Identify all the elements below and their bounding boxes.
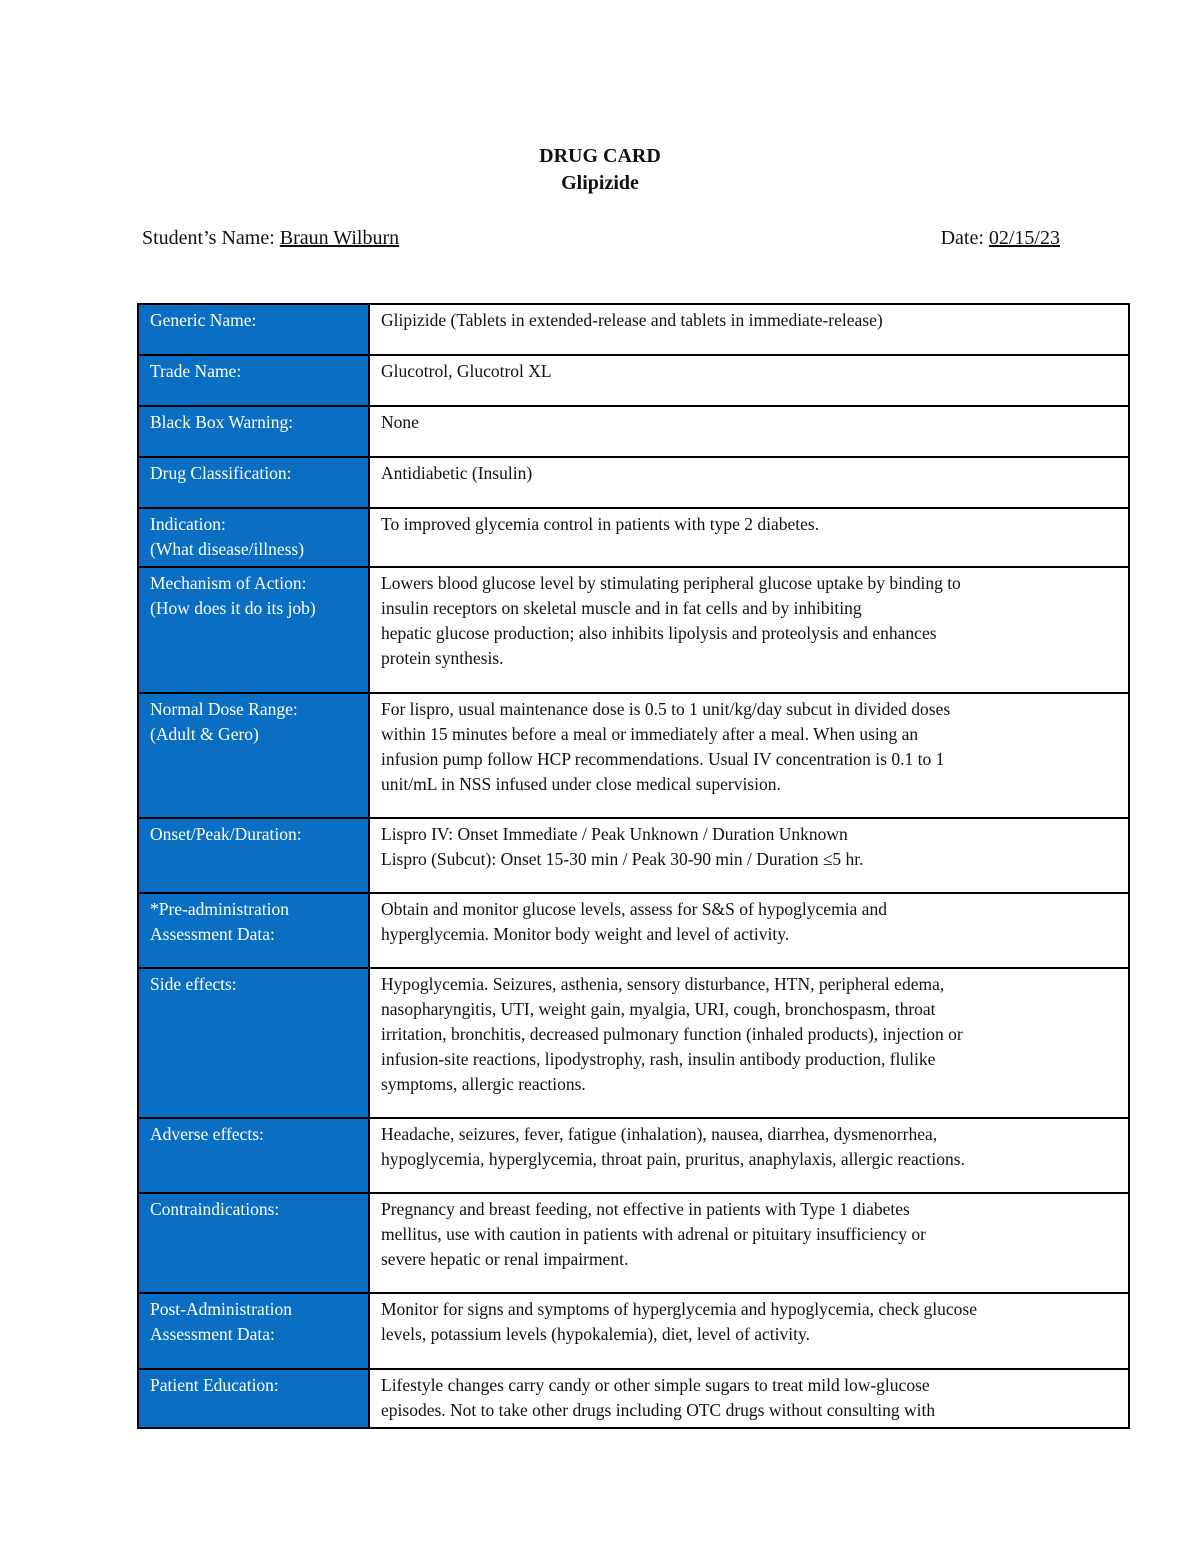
field-label-cell [138, 567, 369, 693]
field-value-cell [369, 893, 1129, 968]
field-value: nasopharyngitis, UTI, weight gain, myalgia, URI, cough, bronchospasm, throat [381, 999, 936, 1019]
field-label: (How does it do its job) [150, 598, 316, 618]
table-row [138, 1369, 1129, 1428]
student-name-value: Braun Wilburn [279, 227, 400, 249]
document-title: DRUG CARD [539, 145, 661, 167]
field-label: Side effects: [150, 974, 237, 994]
field-value: Glipizide (Tablets in extended-release and tablets in immediate-release) [381, 310, 883, 330]
field-label: Post-Administration [150, 1299, 292, 1319]
table-row [138, 818, 1129, 893]
field-label: Onset/Peak/Duration: [150, 824, 302, 844]
field-value: episodes. Not to take other drugs including OTC drugs without consulting with [381, 1400, 936, 1420]
field-value: Hypoglycemia. Seizures, asthenia, sensory disturbance, HTN, peripheral edema, [381, 974, 945, 994]
field-value: hepatic glucose production; also inhibits lipolysis and proteolysis and enhances [381, 623, 937, 643]
field-value: Lowers blood glucose level by stimulating peripheral glucose uptake by binding to [381, 573, 961, 593]
field-label-cell [138, 693, 369, 818]
field-value-cell [369, 1193, 1129, 1293]
field-label-cell [138, 406, 369, 457]
field-value: infusion-site reactions, lipodystrophy, rash, insulin antibody production, flulike [381, 1049, 936, 1069]
field-value: unit/mL in NSS infused under close medical supervision. [381, 774, 781, 794]
field-value: hyperglycemia. Monitor body weight and level of activity. [381, 924, 790, 944]
date-label: Date: [940, 227, 989, 249]
field-label: Normal Dose Range: [150, 699, 298, 719]
field-value-cell [369, 355, 1129, 406]
field-label-cell [138, 818, 369, 893]
field-label: (What disease/illness) [150, 539, 305, 559]
student-name-label: Student’s Name: [142, 227, 280, 249]
field-label: Indication: [150, 514, 226, 534]
student-name-block [142, 224, 399, 252]
field-value: Monitor for signs and symptoms of hyperglycemia and hypoglycemia, check glucose [381, 1299, 978, 1319]
field-value: mellitus, use with caution in patients with adrenal or pituitary insufficiency or [381, 1224, 926, 1244]
field-value: symptoms, allergic reactions. [381, 1074, 586, 1094]
field-label: (Adult & Gero) [150, 724, 259, 744]
field-value-cell [369, 693, 1129, 818]
table-row [138, 406, 1129, 457]
table-row [138, 893, 1129, 968]
field-value-cell [369, 818, 1129, 893]
table-row [138, 355, 1129, 406]
field-label-cell [138, 508, 369, 567]
field-value-cell [369, 968, 1129, 1118]
field-value-cell [369, 406, 1129, 457]
field-value: within 15 minutes before a meal or immediately after a meal. When using an [381, 724, 919, 744]
field-label-cell [138, 1293, 369, 1369]
field-value: severe hepatic or renal impairment. [381, 1249, 629, 1269]
field-value: None [381, 412, 419, 432]
table-row [138, 304, 1129, 355]
field-label-cell [138, 1193, 369, 1293]
field-value-cell [369, 1293, 1129, 1369]
date-value: 02/15/23 [988, 227, 1060, 249]
field-label: Mechanism of Action: [150, 573, 307, 593]
field-label: Drug Classification: [150, 463, 292, 483]
drug-card-body [138, 304, 1129, 1428]
field-label: Black Box Warning: [150, 412, 294, 432]
field-value: hypoglycemia, hyperglycemia, throat pain, pruritus, anaphylaxis, allergic reactions. [381, 1149, 965, 1169]
field-value: For lispro, usual maintenance dose is 0.5 to 1 unit/kg/day subcut in divided doses [381, 699, 951, 719]
field-label: Assessment Data: [150, 924, 275, 944]
table-row [138, 693, 1129, 818]
field-value: insulin receptors on skeletal muscle and in fat cells and by inhibiting [381, 598, 862, 618]
table-row [138, 968, 1129, 1118]
field-value: protein synthesis. [381, 648, 504, 668]
field-label-cell [138, 968, 369, 1118]
field-value-cell [369, 1118, 1129, 1193]
field-value-cell [369, 567, 1129, 693]
student-info-line [142, 224, 1060, 252]
field-label-cell [138, 893, 369, 968]
field-value: irritation, bronchitis, decreased pulmonary function (inhaled products), injection or [381, 1024, 963, 1044]
field-value: To improved glycemia control in patients with type 2 diabetes. [381, 514, 820, 534]
field-label: Patient Education: [150, 1375, 279, 1395]
field-label: Trade Name: [150, 361, 242, 381]
table-row [138, 1118, 1129, 1193]
table-row [138, 567, 1129, 693]
field-label: Adverse effects: [150, 1124, 264, 1144]
field-value: Lispro IV: Onset Immediate / Peak Unknown / Duration Unknown [381, 824, 848, 844]
table-row [138, 1193, 1129, 1293]
field-label: Generic Name: [150, 310, 257, 330]
table-row [138, 1293, 1129, 1369]
field-label-cell [138, 1118, 369, 1193]
field-value: Glucotrol, Glucotrol XL [381, 361, 552, 381]
field-value-cell [369, 304, 1129, 355]
field-value: Obtain and monitor glucose levels, assess for S&S of hypoglycemia and [381, 899, 887, 919]
field-value-cell [369, 1369, 1129, 1428]
document-header [0, 143, 1200, 197]
drug-card-table [137, 303, 1130, 1429]
field-label-cell [138, 355, 369, 406]
drug-name-heading: Glipizide [561, 172, 639, 194]
date-block [941, 224, 1060, 252]
field-label: *Pre-administration [150, 899, 290, 919]
field-value: Lispro (Subcut): Onset 15-30 min / Peak 30-90 min / Duration ≤5 hr. [381, 849, 864, 869]
field-label: Assessment Data: [150, 1324, 275, 1344]
field-label-cell [138, 457, 369, 508]
field-value: infusion pump follow HCP recommendations. Usual IV concentration is 0.1 to 1 [381, 749, 945, 769]
table-row [138, 457, 1129, 508]
field-value-cell [369, 508, 1129, 567]
field-label-cell [138, 1369, 369, 1428]
field-label-cell [138, 304, 369, 355]
field-value: Lifestyle changes carry candy or other simple sugars to treat mild low-glucose [381, 1375, 930, 1395]
table-row [138, 508, 1129, 567]
field-label: Contraindications: [150, 1199, 280, 1219]
field-value-cell [369, 457, 1129, 508]
field-value: Headache, seizures, fever, fatigue (inhalation), nausea, diarrhea, dysmenorrhea, [381, 1124, 938, 1144]
field-value: levels, potassium levels (hypokalemia), diet, level of activity. [381, 1324, 810, 1344]
field-value: Pregnancy and breast feeding, not effective in patients with Type 1 diabetes [381, 1199, 910, 1219]
field-value: Antidiabetic (Insulin) [381, 463, 533, 483]
